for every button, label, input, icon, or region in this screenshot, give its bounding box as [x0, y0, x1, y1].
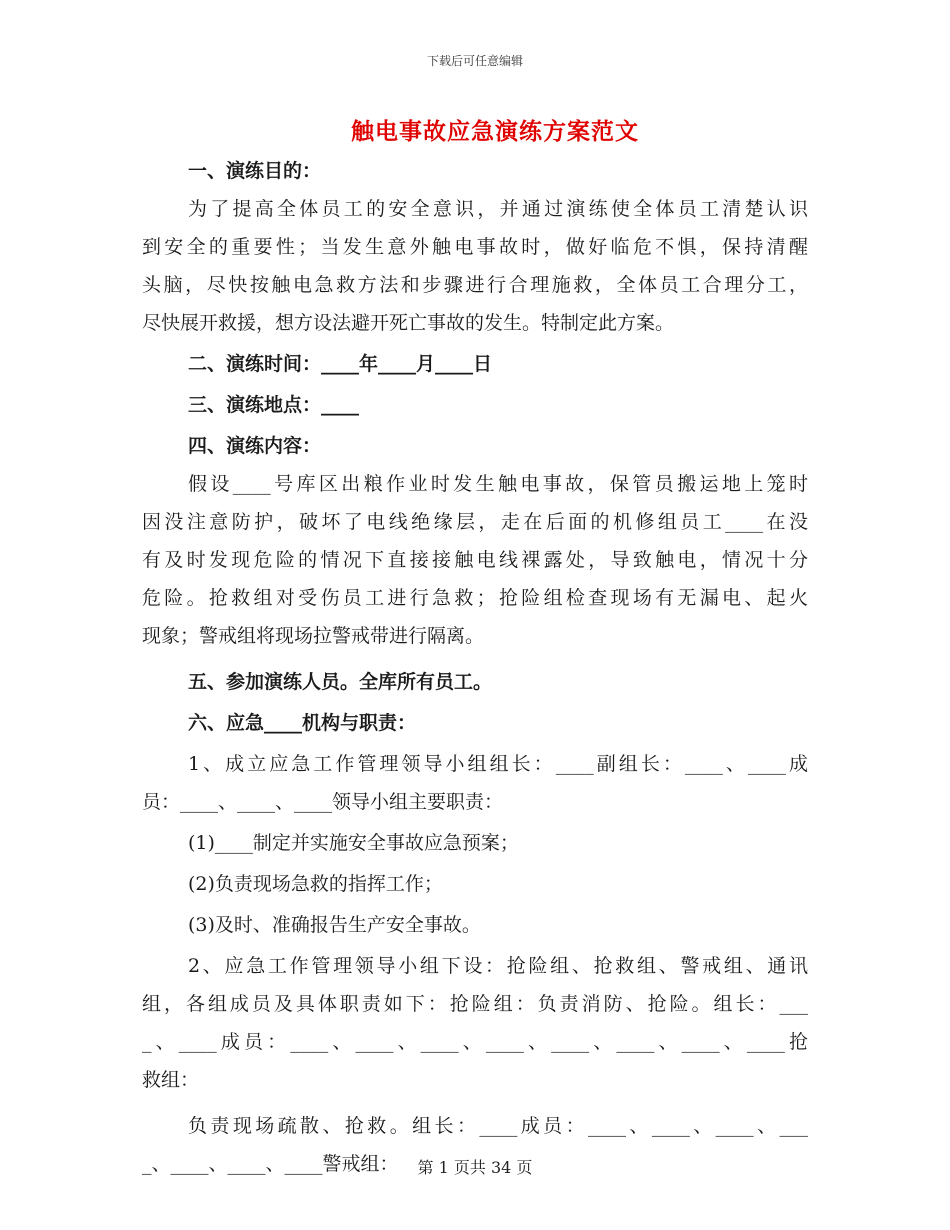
section-heading-organization: 六、应急____机构与职责： — [188, 712, 417, 734]
duty-item: (2)负责现场急救的指挥工作； — [188, 873, 443, 895]
page-footer: 第 1 页共 34 页 — [417, 1158, 533, 1177]
paragraph-line: 头脑，尽快按触电急救方法和步骤进行合理施救，全体员工合理分工， — [142, 274, 808, 296]
paragraph-line: 2、应急工作管理领导小组下设：抢险组、抢救组、警戒组、通讯 — [188, 955, 808, 977]
section-heading-purpose: 一、演练目的： — [188, 160, 322, 182]
duty-item: (1)____制定并实施安全事故应急预案； — [188, 832, 519, 854]
paragraph-line: 员：____、____、____领导小组主要职责： — [142, 791, 504, 813]
section-heading-time: 二、演练时间：____年____月____日 — [188, 353, 493, 375]
paragraph-line: 尽快展开救援，想方设法避开死亡事故的发生。特制定此方案。 — [142, 312, 675, 334]
header-note: 下载后可任意编辑 — [426, 54, 523, 68]
paragraph-line: 救组： — [142, 1069, 200, 1091]
section-heading-content: 四、演练内容： — [188, 435, 322, 457]
duty-item: (3)及时、准确报告生产安全事故。 — [188, 914, 481, 936]
paragraph-line: _、____、____、____警戒组： — [142, 1153, 399, 1175]
section-heading-location: 三、演练地点：____ — [188, 394, 360, 416]
document-body — [142, 152, 808, 1183]
paragraph-line: _、____成员：____、____、____、____、____、____、____、____抢 — [142, 1031, 808, 1053]
paragraph-line: 现象；警戒组将现场拉警戒带进行隔离。 — [142, 625, 485, 647]
paragraph-line: 到安全的重要性；当发生意外触电事故时，做好临危不惧，保持清醒 — [142, 236, 808, 258]
paragraph-line: 为了提高全体员工的安全意识，并通过演练使全体员工清楚认识 — [188, 198, 808, 220]
paragraph-line: 假设____号库区出粮作业时发生触电事故，保管员搬运地上笼时 — [188, 473, 808, 495]
document-title: 触电事故应急演练方案范文 — [351, 118, 639, 145]
paragraph-line: 有及时发现危险的情况下直接接触电线裸露处，导致触电，情况十分 — [142, 549, 808, 571]
paragraph-line: 组，各组成员及具体职责如下：抢险组：负责消防、抢险。组长：___ — [142, 993, 808, 1015]
paragraph-line: 危险。抢救组对受伤员工进行急救；抢险组检查现场有无漏电、起火 — [142, 587, 808, 609]
paragraph-line: 1、成立应急工作管理领导小组组长：____副组长：____、____成 — [188, 753, 808, 775]
paragraph-line: 负责现场疏散、抢救。组长：____成员：____、____、____、___ — [188, 1115, 808, 1137]
paragraph-line: 因没注意防护，破坏了电线绝缘层，走在后面的机修组员工____在没 — [142, 511, 808, 533]
section-heading-participants: 五、参加演练人员。全库所有员工。 — [188, 671, 493, 693]
